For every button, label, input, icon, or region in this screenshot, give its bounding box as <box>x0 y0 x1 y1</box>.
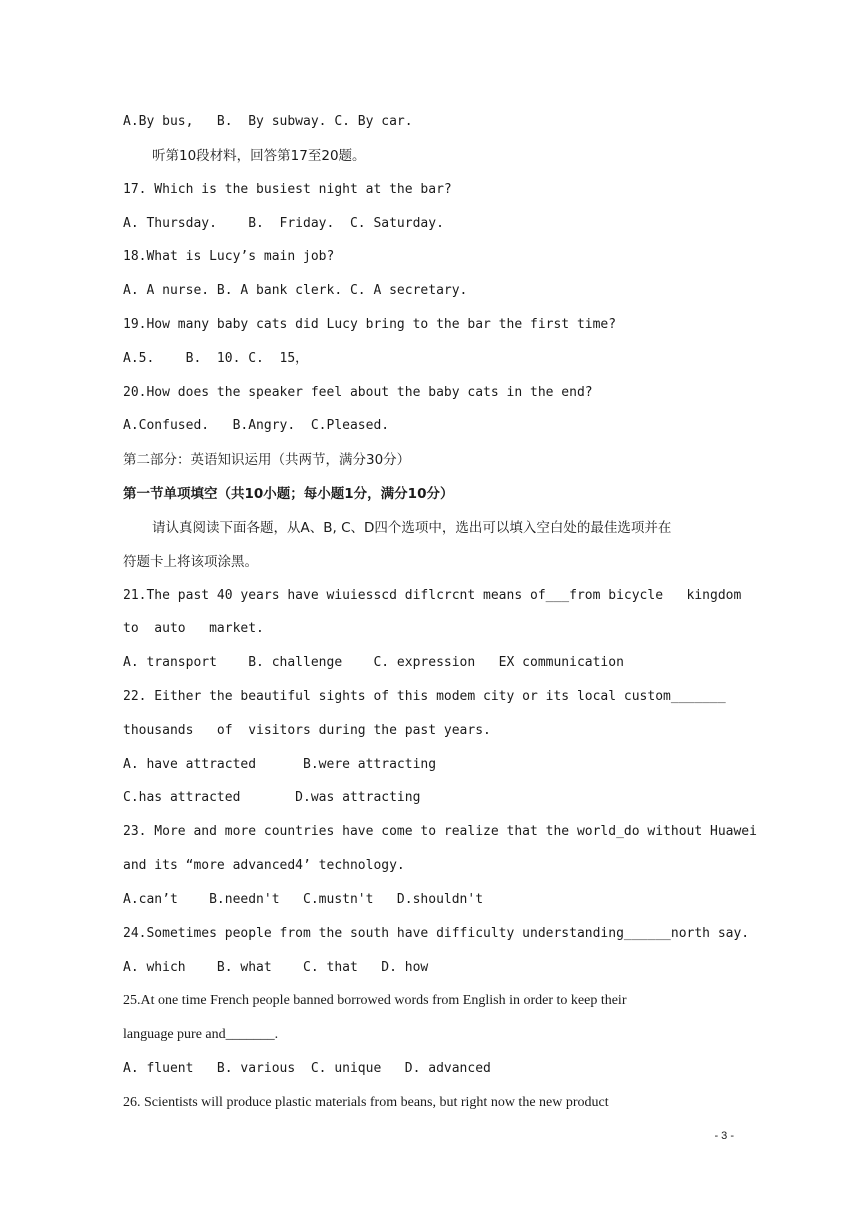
q20-options: A.Confused. B.Angry. C.Pleased. <box>123 418 390 433</box>
instructions-line-2: 符题卡上将该项涂黑。 <box>123 554 258 570</box>
question-25: 25.At one time French people banned borrowed words from English in order to keep their <box>123 993 627 1008</box>
question-25-cont: language pure and_______. <box>123 1027 279 1042</box>
q22-options-cd: C.has attracted D.was attracting <box>123 790 421 805</box>
question-21-cont: to auto market. <box>123 621 264 636</box>
q24-options: A. which B. what C. that D. how <box>123 960 429 975</box>
q22-options-ab: A. have attracted B.were attracting <box>123 757 437 772</box>
q16-options: A.By bus, B. By subway. C. By car. <box>123 114 413 129</box>
section-one-heading: 第一节单项填空（共10小题；每小题1分，满分10分） <box>123 486 454 502</box>
question-24: 24.Sometimes people from the south have difficulty understanding______north say. <box>123 926 750 941</box>
question-21: 21.The past 40 years have wiuiesscd diflcrcnt means of___from bicycle kingdom <box>123 588 742 603</box>
question-22-cont: thousands of visitors during the past years. <box>123 723 491 738</box>
instructions-line-1: 请认真阅读下面各题，从A、B, C、D四个选项中，选出可以填入空白处的最佳选项并在 <box>152 520 672 536</box>
question-23-cont: and its “more advanced4’ technology. <box>123 858 405 873</box>
question-19: 19.How many baby cats did Lucy bring to the bar the first time? <box>123 317 617 332</box>
question-22: 22. Either the beautiful sights of this modem city or its local custom_______ <box>123 689 726 704</box>
question-18: 18.What is Lucy’s main job? <box>123 249 335 264</box>
q19-options: A.5. B. 10. C. 15， <box>123 351 309 366</box>
part-two-heading: 第二部分：英语知识运用（共两节，满分30分） <box>123 452 411 468</box>
section-instruction-10: 听第10段材料，回答第17至20题。 <box>152 148 366 164</box>
q23-options: A.can’t B.needn't C.mustn't D.shouldn't <box>123 892 484 907</box>
q18-options: A. A nurse. B. A bank clerk. C. A secretary. <box>123 283 468 298</box>
question-17: 17. Which is the busiest night at the bar? <box>123 182 452 197</box>
q25-options: A. fluent B. various C. unique D. advanced <box>123 1061 491 1076</box>
q21-options: A. transport B. challenge C. expression EX communication <box>123 655 624 670</box>
question-26: 26. Scientists will produce plastic materials from beans, but right now the new product <box>123 1095 609 1110</box>
q17-options: A. Thursday. B. Friday. C. Saturday. <box>123 216 444 231</box>
question-23: 23. More and more countries have come to realize that the world_do without Huawei <box>123 824 757 839</box>
question-20: 20.How does the speaker feel about the baby cats in the end? <box>123 385 593 400</box>
page-number: - 3 - <box>714 1130 734 1142</box>
